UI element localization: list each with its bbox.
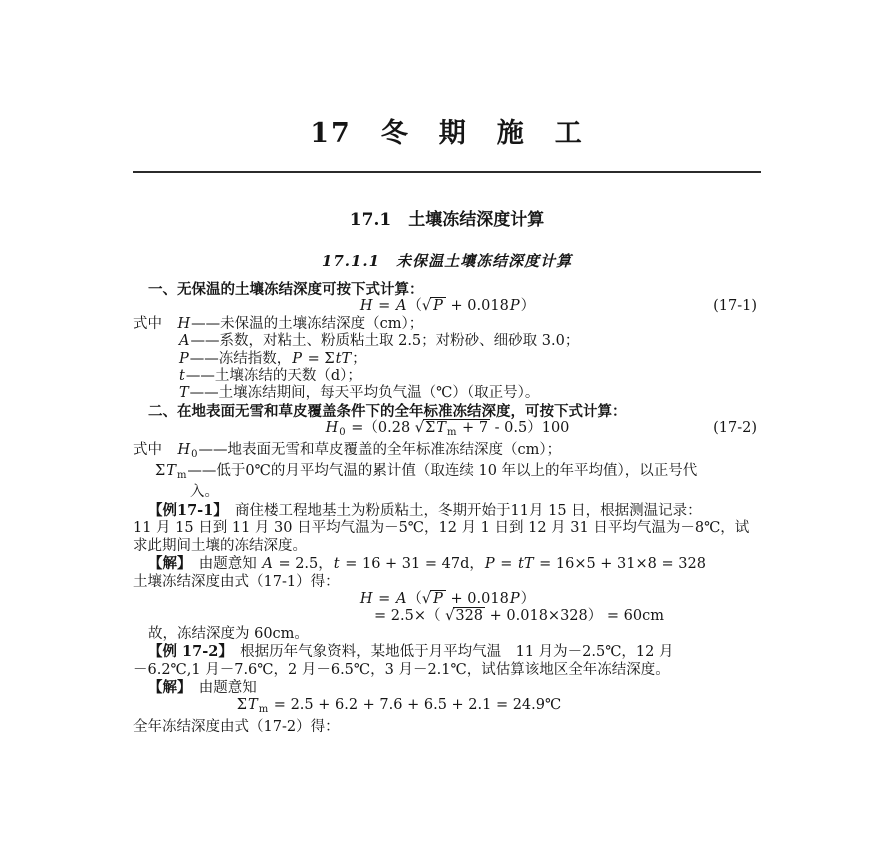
text-run: ） bbox=[520, 590, 536, 607]
clause-two-heading bbox=[133, 403, 761, 420]
sqrt-radicand bbox=[430, 297, 446, 314]
subscript: m bbox=[258, 704, 269, 716]
math-variable: H bbox=[359, 298, 373, 315]
definition-t bbox=[133, 368, 761, 385]
body-paragraphs bbox=[133, 281, 761, 736]
math-variable: H bbox=[325, 420, 339, 437]
text-run: （ bbox=[407, 590, 422, 607]
equation-number: (17-1) bbox=[713, 298, 757, 315]
solution-formula-line2 bbox=[133, 608, 761, 625]
math-variable: P bbox=[484, 556, 495, 573]
math-variable: H bbox=[177, 315, 191, 332]
sqrt-radical-sign: √ bbox=[421, 298, 431, 315]
subscript: m bbox=[446, 427, 457, 439]
math-variable: A bbox=[395, 298, 407, 315]
text-run: Σ bbox=[155, 463, 166, 480]
text-run: = 2.5 + 6.2 + 7.6 + 6.5 + 2.1 = 24.9℃ bbox=[269, 697, 562, 714]
sqrt-radicand bbox=[423, 419, 490, 439]
text-run: 11 月 15 日到 11 月 30 日平均气温为－5℃，12 月 1 日到 12 月 31 日平均气温为－8℃，试 bbox=[133, 520, 750, 537]
math-variable: T bbox=[179, 385, 189, 402]
definition-sigma-tm bbox=[133, 463, 761, 484]
title-divider-rule bbox=[133, 171, 761, 173]
text-run: 求此期间土壤的冻结深度。 bbox=[133, 537, 307, 554]
math-variable: P bbox=[433, 298, 443, 315]
text-run: - 0.5）100 bbox=[490, 420, 570, 437]
example-17-2-solution-line2 bbox=[133, 719, 761, 736]
chapter-title: 17 冬 期 施 工 bbox=[310, 118, 584, 149]
subsection-title: 17.1.1 未保温土壤冻结深度计算 bbox=[321, 252, 573, 270]
example-17-1-intro bbox=[133, 502, 761, 520]
math-variable: P bbox=[509, 590, 520, 607]
math-variable: t bbox=[179, 368, 185, 385]
text-run: + 0.018 bbox=[445, 590, 509, 607]
example-17-1-solution-line2 bbox=[133, 574, 761, 591]
text-run: = bbox=[373, 590, 395, 607]
formula-17-2 bbox=[133, 420, 761, 441]
text-run: （ bbox=[407, 298, 422, 315]
solution-formula-sigma bbox=[133, 697, 761, 718]
bold-label: 【解】 bbox=[148, 555, 185, 573]
text-run: = bbox=[495, 556, 517, 573]
math-variable: T bbox=[166, 463, 176, 480]
example-17-1-solution bbox=[133, 555, 761, 573]
formula-17-1 bbox=[133, 298, 761, 315]
example-17-1-line2 bbox=[133, 520, 761, 537]
text-run: ——土壤冻结期间，每天平均负气温（℃）（取正号）。 bbox=[189, 385, 540, 402]
text-run: 一、无保温的土壤冻结深度可按下式计算： bbox=[148, 281, 424, 298]
text-run: + 0.018×328） = 60cm bbox=[485, 608, 664, 625]
text-run: 商住楼工程地基土为粉质粘土，冬期开始于11月 15 日，根据测温记录： bbox=[220, 502, 702, 519]
math-variable: P bbox=[179, 350, 189, 367]
sqrt-radical-sign: √ bbox=[445, 608, 454, 625]
equation-number: (17-2) bbox=[713, 420, 757, 437]
definition-A bbox=[133, 333, 761, 350]
sqrt-radicand bbox=[430, 590, 446, 607]
text-run: ——地表面无雪和草皮覆盖的全年标准冻结深度（cm）； bbox=[198, 441, 562, 458]
text-run: ） bbox=[520, 298, 536, 315]
math-variable: tT bbox=[335, 350, 352, 367]
text-run: 全年冻结深度由式（17-2）得： bbox=[133, 718, 340, 735]
text-run: ； bbox=[352, 350, 367, 367]
math-variable: H bbox=[359, 590, 373, 607]
subscript: 0 bbox=[191, 448, 198, 460]
text-run: + 7 bbox=[457, 420, 489, 437]
sqrt-radicand bbox=[453, 607, 485, 624]
subscript: 0 bbox=[339, 427, 346, 439]
bold-label: 【例17-1】 bbox=[148, 501, 221, 519]
text-run: = 2.5， bbox=[273, 556, 333, 573]
math-variable: A bbox=[179, 333, 190, 350]
clause-one-heading bbox=[133, 281, 761, 298]
text-run: = 16×5 + 31×8 = 328 bbox=[534, 556, 706, 573]
definition-P bbox=[133, 351, 761, 368]
math-variable: tT bbox=[518, 556, 534, 573]
sqrt-radical-sign: √ bbox=[414, 420, 424, 437]
definition-H bbox=[133, 316, 761, 333]
definition-H0 bbox=[133, 442, 761, 463]
text-run: 根据历年气象资料，某地低于月平均气温 11 月为－2.5℃，12 月 bbox=[225, 644, 674, 661]
text-run: = 16 + 31 = 47d， bbox=[340, 556, 484, 573]
example-17-2-intro bbox=[133, 643, 761, 661]
definition-T bbox=[133, 385, 761, 402]
text-run: ——系数，对粘土、粉质粘土取 2.5；对粉砂、细砂取 3.0； bbox=[190, 333, 580, 350]
subscript: m bbox=[176, 470, 187, 482]
math-variable: P bbox=[292, 350, 303, 367]
bold-label: 【例 17-2】 bbox=[148, 643, 226, 661]
math-variable: t bbox=[333, 556, 340, 573]
text-run: 式中 bbox=[133, 315, 177, 332]
text-run: Σ bbox=[425, 420, 436, 437]
math-variable: P bbox=[509, 298, 520, 315]
text-run: ——低于0℃的月平均气温的累计值（取连续 10 年以上的年平均值），以正号代 bbox=[187, 463, 698, 480]
text-run: 故，冻结深度为 60cm。 bbox=[148, 625, 309, 642]
example-17-2-line2 bbox=[133, 662, 761, 679]
math-variable: P bbox=[433, 590, 443, 607]
text-run: ——土壤冻结的天数（d）； bbox=[185, 368, 362, 385]
example-17-1-line3 bbox=[133, 538, 761, 555]
example-17-2-solution bbox=[133, 679, 761, 697]
section-title: 17.1 土壤冻结深度计算 bbox=[349, 210, 545, 230]
solution-formula-line1 bbox=[133, 591, 761, 608]
text-run: =（0.28 bbox=[346, 420, 415, 437]
text-run: ——冻结指数， bbox=[189, 350, 292, 367]
text-run: 由题意知 bbox=[184, 556, 262, 573]
math-variable: T bbox=[436, 420, 446, 437]
text-run: 式中 bbox=[133, 441, 177, 458]
math-variable: A bbox=[395, 590, 407, 607]
text-run: + 0.018 bbox=[445, 298, 509, 315]
math-variable: T bbox=[248, 697, 258, 714]
text-column bbox=[133, 118, 761, 736]
text-run: = bbox=[373, 298, 395, 315]
text-run: 入。 bbox=[190, 484, 219, 501]
math-variable: H bbox=[177, 441, 191, 458]
bold-label: 【解】 bbox=[148, 678, 185, 696]
text-run: 由题意知 bbox=[184, 679, 257, 696]
text-run: = 2.5×（ bbox=[374, 608, 446, 625]
sqrt-radical-sign: √ bbox=[421, 590, 431, 607]
text-run: = Σ bbox=[303, 350, 335, 367]
math-variable: A bbox=[262, 556, 273, 573]
text-run: 二、在地表面无雪和草皮覆盖条件下的全年标准冻结深度，可按下式计算： bbox=[148, 402, 627, 420]
text-run: －6.2℃,1 月－7.6℃，2 月－6.5℃，3 月－2.1℃，试估算该地区全年冻结深度。 bbox=[133, 661, 670, 678]
solution-result bbox=[133, 626, 761, 643]
definition-sigma-tm-runover bbox=[133, 484, 761, 501]
text-run: 328 bbox=[455, 608, 484, 625]
text-run: Σ bbox=[236, 697, 248, 714]
text-run: ——未保温的土壤冻结深度（cm）； bbox=[191, 315, 424, 332]
text-run: 土壤冻结深度由式（17-1）得： bbox=[133, 573, 340, 590]
